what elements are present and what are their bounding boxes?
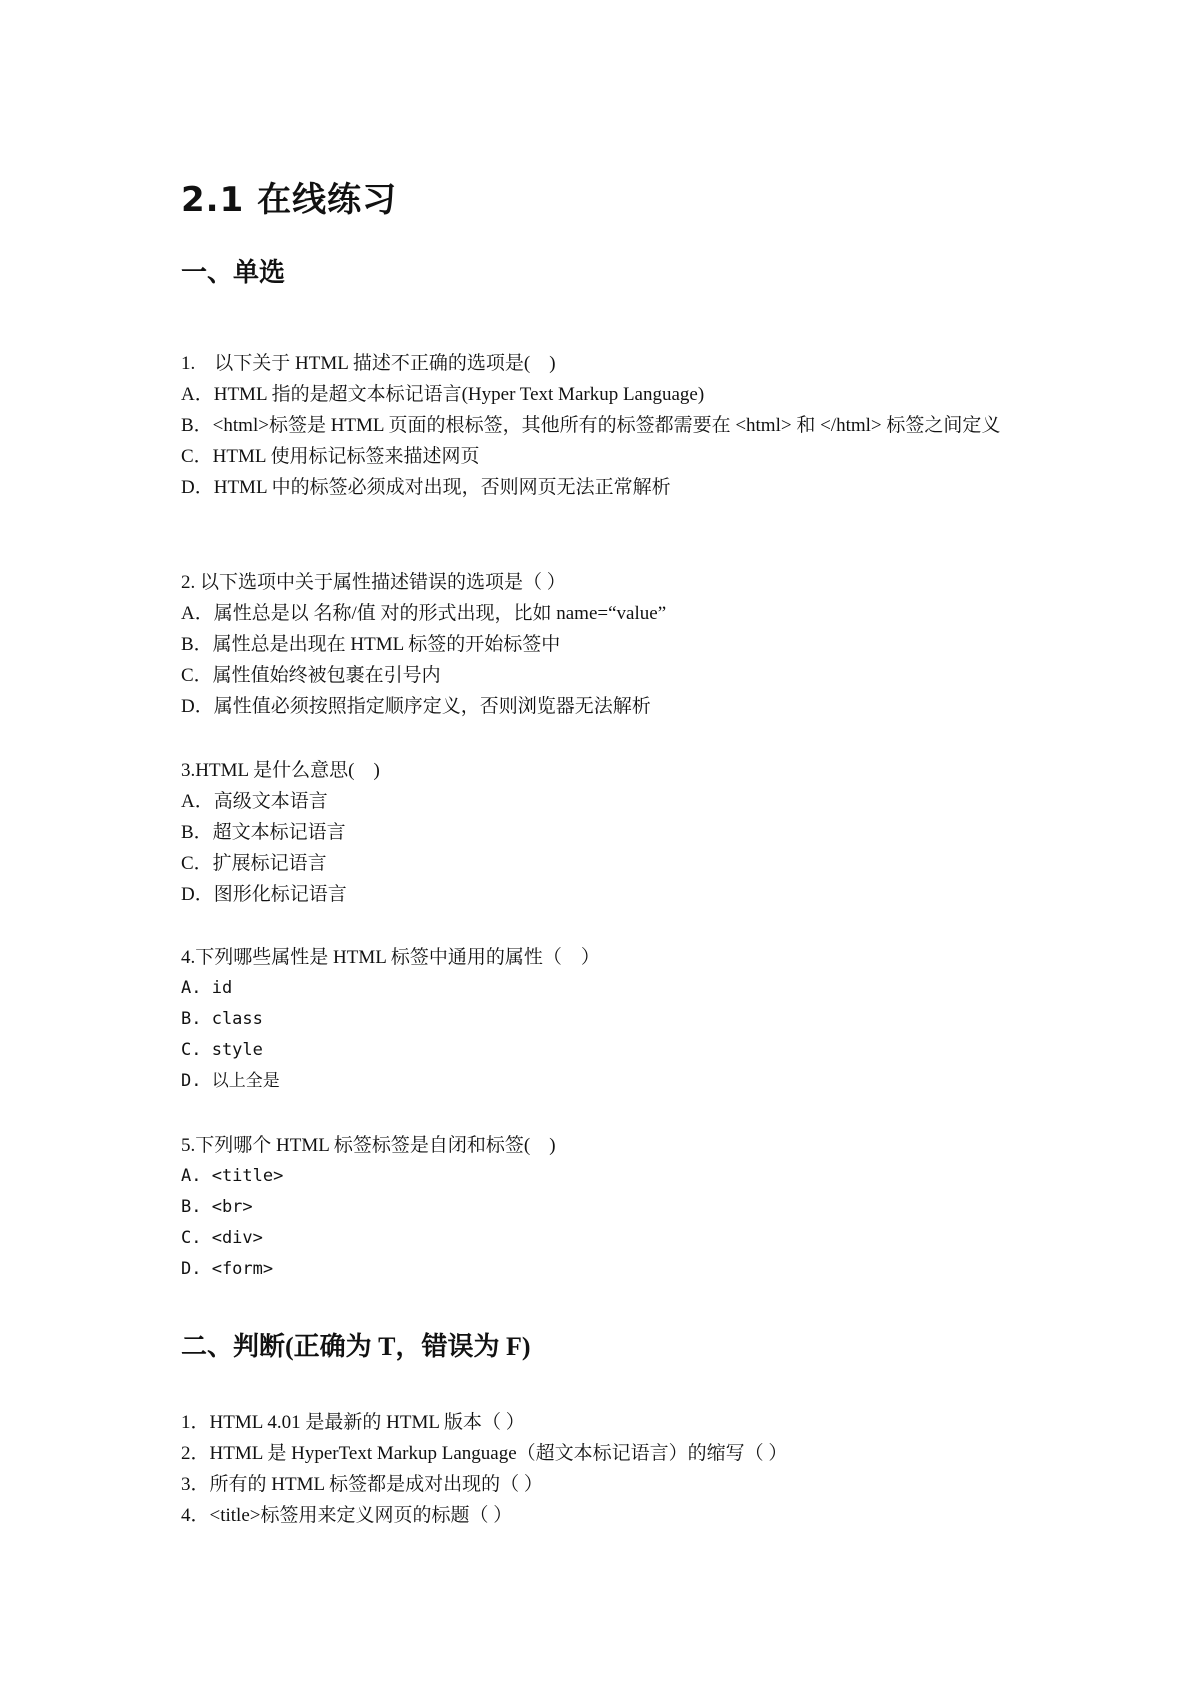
option-c: C．HTML 使用标记标签来描述网页 [181,446,480,467]
option-b: B．超文本标记语言 [181,822,346,843]
option-b: B. <br> [181,1197,253,1217]
option-c: C. style [181,1040,263,1060]
question-stem: 3.HTML 是什么意思( ) [181,760,380,781]
question-1 [181,348,1021,503]
question-5 [181,1130,1021,1285]
list-item: 2．HTML 是 HyperText Markup Language（超文本标记语言）的缩写（ ） [181,1443,788,1464]
option-c: C．扩展标记语言 [181,853,327,874]
option-a: A. <title> [181,1166,284,1186]
option-a: A．HTML 指的是超文本标记语言(Hyper Text Markup Language) [181,384,705,405]
option-d: D．图形化标记语言 [181,884,347,905]
option-a: A．属性总是以 名称/值 对的形式出现，比如 name=“value” [181,603,667,624]
question-stem: 5.下列哪个 HTML 标签标签是自闭和标签( ) [181,1135,556,1156]
question-stem: 1. 以下关于 HTML 描述不正确的选项是( ) [181,353,556,374]
page-title: 2.1 在线练习 [181,180,398,220]
option-d: D. 以上全是 [181,1071,280,1091]
option-d: D．属性值必须按照指定顺序定义，否则浏览器无法解析 [181,696,651,717]
section-heading-true-false: 二、判断(正确为 T，错误为 F) [181,1332,531,1361]
option-b: B. class [181,1009,263,1029]
option-d: D. <form> [181,1259,274,1279]
list-item: 3．所有的 HTML 标签都是成对出现的（ ） [181,1474,543,1495]
option-c: C．属性值始终被包裹在引号内 [181,665,441,686]
option-d: D．HTML 中的标签必须成对出现，否则网页无法正常解析 [181,477,671,498]
option-a: A．高级文本语言 [181,791,328,812]
question-3 [181,755,1021,910]
question-2 [181,567,1021,722]
question-stem: 4.下列哪些属性是 HTML 标签中通用的属性（ ） [181,947,600,968]
option-a: A. id [181,978,233,998]
list-item: 4．<title>标签用来定义网页的标题（ ） [181,1505,513,1526]
true-false-list [181,1407,1021,1531]
option-c: C. <div> [181,1228,263,1248]
list-item: 1．HTML 4.01 是最新的 HTML 版本（ ） [181,1412,525,1433]
option-b: B．<html>标签是 HTML 页面的根标签，其他所有的标签都需要在 <html> 和 </html> 标签之间定义 [181,415,1001,436]
question-4 [181,942,1021,1097]
question-stem: 2. 以下选项中关于属性描述错误的选项是（ ） [181,572,566,593]
section-heading-single-choice: 一、单选 [181,258,286,288]
option-b: B．属性总是出现在 HTML 标签的开始标签中 [181,634,561,655]
